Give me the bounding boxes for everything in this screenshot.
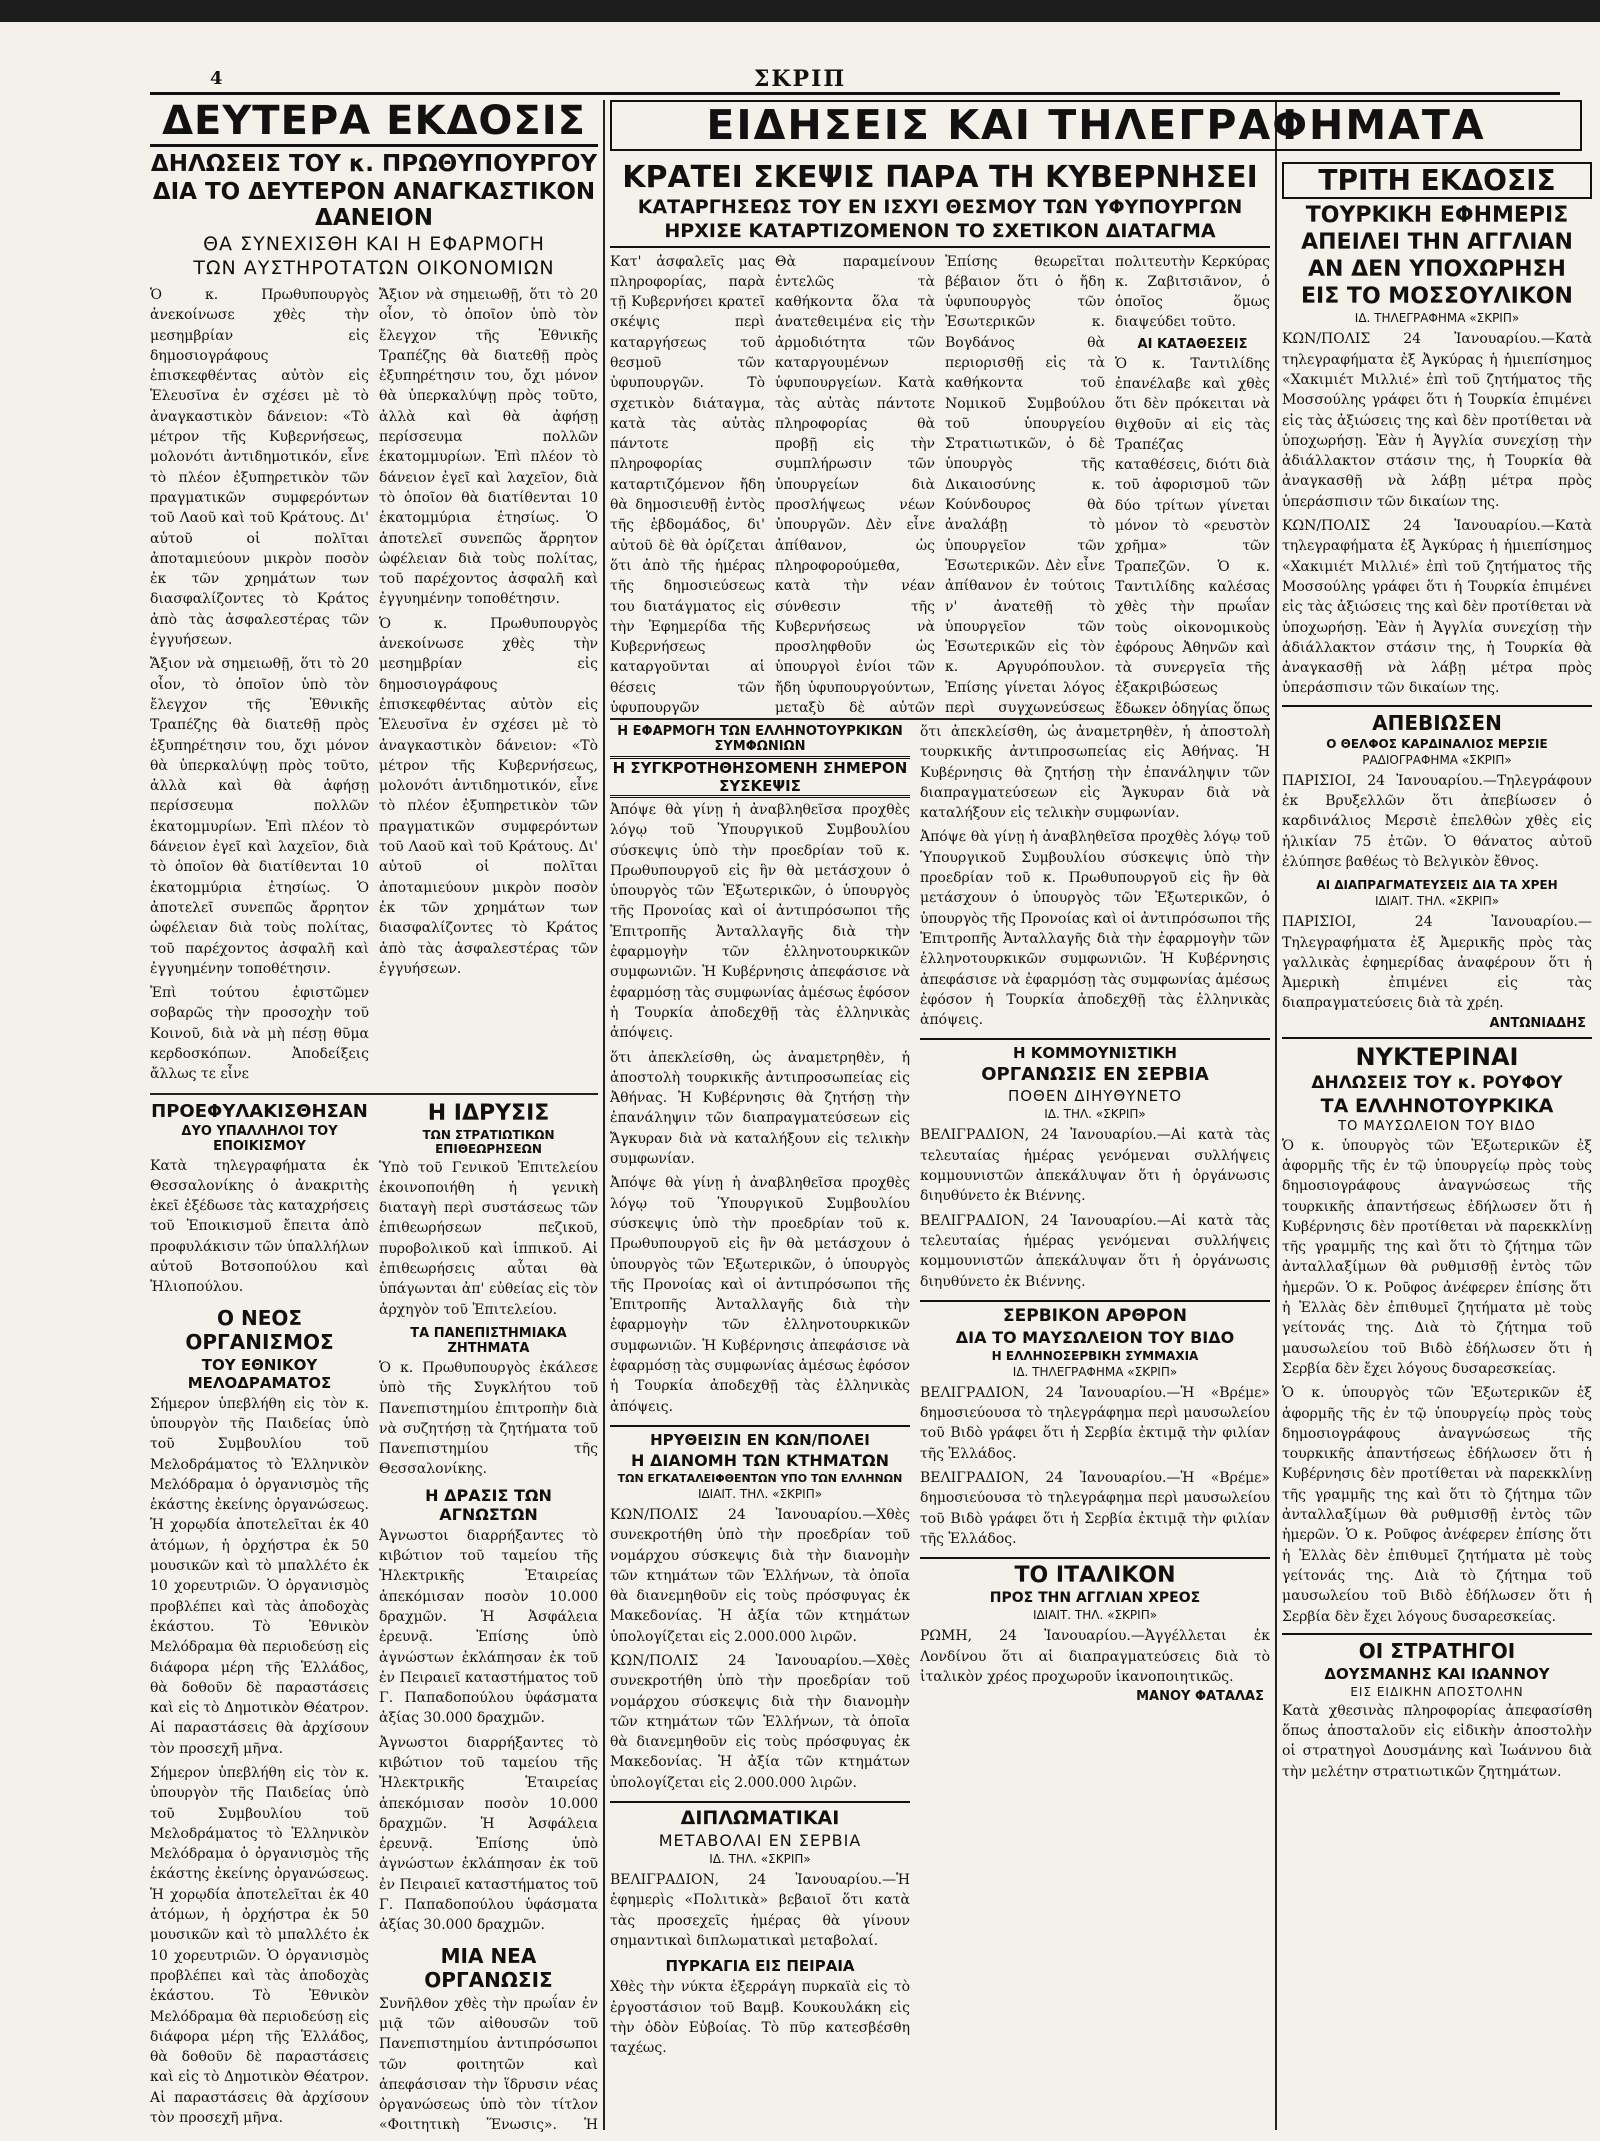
article-text: Σήμερον ὑπεβλήθη εἰς τὸν κ. ὑπουργὸν τῆς Παιδείας ὑπὸ τοῦ Συμβουλίου τοῦ Μελοδράματος τὸ Ἑλληνικὸν Μελόδραμα ὁ ὀργανισμὸς τῆς ἑκάστης ἐκείνης ὀργανώσεως. Ἡ χορῳδία ἀποτελεῖται ἐκ 40 ἀτόμων, ἡ ὀρχήστρα ἐκ 50 μουσικῶν καὶ τὸ μπαλλέτο ἐκ 10 χορευτριῶν. Ὁ ὀργανισμὸς προβλέπει καὶ τὰς ἀποδοχὰς ἑκάστου. Τὸ Ἐθνικὸν Μελόδραμα θὰ περιοδεύσῃ εἰς διάφορα μέρη τῆς Ἑλλάδος, θὰ δοθοῦν δὲ παραστάσεις καὶ εἰς τὸ Δημοτικὸν Θέατρον. Αἱ παραστάσεις θὰ ἀρχίσουν τὸν προσεχῆ μῆνα.	[150, 1765, 369, 2127]
article-text: Ὁ κ. Πρωθυπουργὸς ἀνεκοίνωσε χθὲς τὴν μεσημβρίαν εἰς δημοσιογράφους ἐπισκεφθέντας αὐτὸν εἰς Ἑλευσῖνα ἐν σχέσει μὲ τὸ ἀναγκαστικὸν δάνειον: «Τὸ μέτρον τῆς Κυβερνήσεως, μολονότι ἀντιδημοτικόν, εἶνε τὸ πλέον ἐξυπηρετικὸν τῶν πραγματικῶν συμφερόντων τοῦ Λαοῦ καὶ τοῦ Κράτους. Δι' αὐτοῦ οἱ πολῖται ἀποταμιεύουν μικρὸν ποσὸν ἐκ τῶν χρημάτων των διασφαλίζοντες τὸ Κράτος ἀπὸ τὰς ἀσφαλεστέρας τῶν ἐγγυήσεων.	[150, 287, 369, 649]
banner	[610, 100, 1600, 158]
article-heading: ΣΕΡΒΙΚΟΝ ΑΡΘΡΟΝ	[1003, 1305, 1187, 1326]
main-headline: ΚΡΑΤΕΙ ΣΚΕΨΙΣ ΠΑΡΑ ΤΗ ΚΥΒΕΡΝΗΣΕΙ	[622, 162, 1258, 195]
article-text: Ἀγνωστοι διαρρήξαντες τὸ κιβώτιον τοῦ ταμείου τῆς Ἠλεκτρικῆς Ἑταιρείας ἀπεκόμισαν ποσὸν 10.000 δραχμῶν. Ἡ Ἀσφάλεια ἐρευνᾷ. Ἐπίσης ὑπὸ ἀγνώστων ἐκλάπησαν ἐκ τοῦ ἐν Πειραιεῖ καταστήματος τοῦ Γ. Παπαδοπούλου ὑφάσματα ἀξίας 30.000 δραχμῶν.	[379, 1527, 598, 1727]
article-text: Ὁ κ. Ταντιλίδης ἐπανέλαβε καὶ χθὲς ὅτι δὲν πρόκειται νὰ θιχθοῦν αἱ εἰς τὰς Τραπέζας καταθέσεις, διότι διὰ τοῦ ἀφορισμοῦ τῶν δύο τρίτων γίνεται μόνον τὸ «ρευστὸν χρῆμα» τῶν Τραπεζῶν. Ὁ κ. Ταντιλίδης καλέσας χθὲς τὴν πρωΐαν τοὺς οἰκονομικοὺς ἐφόρους Ἀθηνῶν καὶ τὰ συνεργεῖα τῆς ἐξακριβώσεως ἔδωκεν ὁδηγίας ὅπως	[1115, 355, 1270, 717]
section-rule	[610, 718, 1270, 720]
article-subheading: ΔΗΛΩΣΕΙΣ ΤΟΥ κ. ΡΟΥΦΟΥ	[1311, 1072, 1563, 1093]
article-subheading: ΔΥΟ ΥΠΑΛΛΗΛΟΙ ΤΟΥ ΕΠΟΙΚΙΣΜΟΥ	[181, 1123, 338, 1154]
article-text: ΚΩΝ/ΠΟΛΙΣ 24 Ἰανουαρίου.—Χθὲς συνεκροτήθη ὑπὸ τὴν προεδρίαν τοῦ νομάρχου σύσκεψις διὰ τὴν διανομὴν τῶν κτημάτων τῶν Ἑλλήνων, τὰ ὁποῖα θὰ διανεμηθοῦν εἰς τοὺς πρόσφυγας ἐκ Μακεδονίας. Ἡ ἀξία τῶν κτημάτων ὑπολογίζεται εἰς 2.000.000 λιρῶν.	[610, 1652, 910, 1791]
headline-deck: ΑΠΕΙΛΕΙ ΤΗΝ ΑΓΓΛΙΑΝ	[1301, 230, 1573, 256]
article-text: Ἀπόψε θὰ γίνῃ ἡ ἀναβληθεῖσα προχθὲς λόγῳ τοῦ Ὑπουργικοῦ Συμβουλίου σύσκεψις ὑπὸ τὴν προεδρίαν τοῦ κ. Πρωθυπουργοῦ εἰς ἣν θὰ μετάσχουν ὁ ὑπουργὸς τῶν Ἐξωτερικῶν, ὁ ὑπουργὸς τῆς Προνοίας καὶ οἱ ἀντιπρόσωποι τῆς Ἐπιτροπῆς Ἀνταλλαγῆς διὰ τὴν ἐφαρμογὴν τῶν ἑλληνοτουρκικῶν συμφωνιῶν. Ἡ Κυβέρνησις ἀπεφάσισε νὰ ἐφαρμόσῃ τὰς συμφωνίας ἀμέσως ἐφόσον ἡ Τουρκία ἀποδεχθῇ τὰς ἑλληνικὰς ἀπόψεις.	[610, 802, 910, 1042]
headline-deck: ΘΑ ΣΥΝΕΧΙΣΘΗ ΚΑΙ Η ΕΦΑΡΜΟΓΗ	[203, 233, 545, 255]
headline-deck: ΔΙΑ ΤΟ ΔΕΥΤΕΡΟΝ ΑΝΑΓΚΑΣΤΙΚΟΝ ΔΑΝΕΙΟΝ	[152, 179, 596, 231]
masthead-rule	[150, 92, 1560, 95]
article-text: Κατ' ἀσφαλεῖς μας πληροφορίας, παρὰ τῇ Κυβερνήσει κρατεῖ σκέψις περὶ καταργήσεως τοῦ θεσμοῦ τῶν ὑφυπουργῶν. Τὸ σχετικὸν διάταγμα, κατὰ τὰς αὐτὰς πάντοτε πληροφορίας καταρτιζόμενον ἤδη θὰ δημοσιευθῇ ἐντὸς τῆς ἑβδομάδος, δι' αὐτοῦ δὲ θὰ ὁρίζεται ὅτι ἀπὸ τῆς ἡμέρας τῆς δημοσιεύσεως του διατάγματος εἰς τὴν Ἐφημερίδα τῆς Κυβερνήσεως καταργοῦνται αἱ θέσεις τῶν ὑφυπουργῶν	[610, 253, 765, 717]
article-text: Κατὰ τηλεγραφήματα ἐκ Θεσσαλονίκης ὁ ἀνακριτὴς ἐκεῖ ἐξέδωσε τὰς καταχρήσεις τοῦ Ἐποικισμοῦ ἔπειτα ἀπὸ προφυλάκισιν τῶν ὑπαλλήλων αὐτοῦ Βοτσοπούλου καὶ Ἠλιοπούλου.	[150, 1157, 369, 1296]
article-heading: ΠΡΟΕΦΥΛΑΚΙΣΘΗΣΑΝ	[151, 1100, 368, 1122]
article-text: Ὁ κ. ὑπουργὸς τῶν Ἐξωτερικῶν ἐξ ἀφορμῆς τῆς ἐν τῷ ὑπουργείῳ πρὸς τοὺς δημοσιογράφους ἀναγνώσεως τῆς τουρκικῆς ἀπαντήσεως ἐδήλωσεν ὅτι ἡ Κυβέρνησις δὲν προτίθεται νὰ παρεκκλίνῃ τῆς γραμμῆς της καὶ ὅτι τὸ ζήτημα τῶν ἀνταλλαξίμων θὰ ρυθμισθῇ ἐντὸς τῶν ἡμερῶν. Ὁ κ. Ροῦφος ἀνέφερεν ἐπίσης ὅτι ἡ Ἑλλὰς δὲν ἐπιθυμεῖ ζητήματα μὲ τοὺς γείτονάς της. Διὰ τὸ ζήτημα τοῦ μαυσωλείου τοῦ Βιδὸ ἐδήλωσεν ὅτι ἡ Σερβία δὲν ἔχει λόγους δυσαρεσκείας.	[1282, 1385, 1592, 1625]
mid-left-column	[610, 722, 910, 2132]
headline-deck: ΔΗΛΩΣΕΙΣ ΤΟΥ κ. ΠΡΩΘΥΠΟΥΡΓΟΥ	[150, 151, 598, 177]
dateline: ΙΔ. ΤΗΛΕΓΡΑΦΗΜΑ «ΣΚΡΙΠ»	[1012, 1364, 1178, 1379]
article-heading: Η ΕΦΑΡΜΟΓΗ ΤΩΝ ΕΛΛΗΝΟΤΟΥΡΚΙΚΩΝ ΣΥΜΦΩΝΙΩΝ	[617, 724, 903, 754]
article-heading: ΗΡΥΘΕΙΣΙΝ ΕΝ ΚΩΝ/ΠΟΛΕΙ	[650, 1430, 870, 1449]
article-text: ὅτι ἀπεκλείσθη, ὡς ἀναμετρηθὲν, ἡ ἀποστολὴ τουρκικῆς ἀντιπροσωπείας εἰς Ἀθήνας. Ἡ Κυβέρνησις θὰ ζητήσῃ τὴν ἐπανάληψιν τῶν διαπραγματεύσεων εἰς Ἄγκυραν διὰ νὰ καταλήξουν εἰς τελικὴν συμφωνίαν.	[920, 724, 1270, 822]
article-heading: ΟΙ ΣΤΡΑΤΗΓΟΙ	[1358, 1638, 1516, 1663]
dateline: ΙΔ. ΤΗΛ. «ΣΚΡΙΠ»	[709, 1852, 811, 1867]
headline-rule	[150, 144, 598, 147]
section-rule	[1282, 705, 1592, 707]
article-subheading: ΤΑ ΕΛΛΗΝΟΤΟΥΡΚΙΚΑ	[1320, 1094, 1554, 1117]
article-subheading: ΔΟΥΣΜΑΝΗΣ ΚΑΙ ΙΩΑΝΝΟΥ	[1324, 1664, 1550, 1683]
scan-top-edge	[0, 0, 1600, 22]
article-subheading: Η ΔΙΑΝΟΜΗ ΤΩΝ ΚΤΗΜΑΤΩΝ	[631, 1450, 889, 1470]
article-text: Ἀγνωστοι διαρρήξαντες τὸ κιβώτιον τοῦ ταμείου τῆς Ἠλεκτρικῆς Ἑταιρείας ἀπεκόμισαν ποσὸν 10.000 δραχμῶν. Ἡ Ἀσφάλεια ἐρευνᾷ. Ἐπίσης ὑπὸ ἀγνώστων ἐκλάπησαν ἐκ τοῦ ἐν Πειραιεῖ καταστήματος τοῦ Γ. Παπαδοπούλου ὑφάσματα ἀξίας 30.000 δραχμῶν.	[379, 1734, 598, 1934]
article-subheading: ΤΩΝ ΕΓΚΑΤΑΛΕΙΦΘΕΝΤΩΝ ΥΠΟ ΤΩΝ ΕΛΛΗΝΩΝ	[617, 1471, 903, 1485]
article-heading: Η ΔΡΑΣΙΣ ΤΩΝ ΑΓΝΩΣΤΩΝ	[425, 1485, 552, 1524]
article-text: ΚΩΝ/ΠΟΛΙΣ 24 Ἰανουαρίου.—Κατὰ τηλεγραφήματα ἐξ Ἀγκύρας ἡ ἡμιεπίσημος «Χακιμιέτ Μιλλιέ» ἐπὶ τοῦ ζητήματος τῆς Μοσσούλης γράφει ὅτι ἡ Τουρκία ἐπιμένει εἰς τὰς ἀξιώσεις της καὶ δὲν προτίθεται νὰ ὑποχωρήσῃ. Ἐὰν ἡ Ἀγγλία συνεχίσῃ τὴν ἀδιάλλακτον στάσιν της, ἡ Τουρκία θὰ ἀναγκασθῇ νὰ λάβῃ μέτρα πρὸς ὑπεράσπισιν τῶν δικαίων της.	[1282, 331, 1592, 510]
article-text: Ὁ κ. ὑπουργὸς τῶν Ἐξωτερικῶν ἐξ ἀφορμῆς τῆς ἐν τῷ ὑπουργείῳ πρὸς τοὺς δημοσιογράφους ἀναγνώσεως τῆς τουρκικῆς ἀπαντήσεως ἐδήλωσεν ὅτι ἡ Κυβέρνησις δὲν προτίθεται νὰ παρεκκλίνῃ τῆς γραμμῆς της καὶ ὅτι τὸ ζήτημα τῶν ἀνταλλαξίμων θὰ ρυθμισθῇ ἐντὸς τῶν ἡμερῶν. Ὁ κ. Ροῦφος ἀνέφερεν ἐπίσης ὅτι ἡ Ἑλλὰς δὲν ἐπιθυμεῖ ζητήματα μὲ τοὺς γείτονάς της. Διὰ τὸ ζήτημα τοῦ μαυσωλείου τοῦ Βιδὸ ἐδήλωσεν ὅτι ἡ Σερβία δὲν ἔχει λόγους δυσαρεσκείας.	[1282, 1137, 1592, 1377]
article-text: Ἐπὶ τούτου ἐφιστῶμεν σοβαρῶς τὴν προσοχὴν τοῦ Κοινοῦ, διὰ νὰ μὴ πέσῃ θῦμα κερδοσκόπων. Ἀποδείξεις ἄλλως τε εἶνε	[150, 985, 369, 1083]
article-subheading: ΠΟΘΕΝ ΔΙΗΥΘΥΝΕΤΟ	[1007, 1087, 1183, 1106]
headline-deck: ΤΟΥΡΚΙΚΗ ΕΦΗΜΕΡΙΣ	[1305, 203, 1569, 229]
article-text: Ὁ κ. Πρωθυπουργὸς ἐκάλεσε ὑπὸ τῆς Συγκλήτου τοῦ Πανεπιστημίου ἐπιτροπὴν διὰ νὰ συζητήσῃ τὰ ζητήματα τοῦ Πανεπιστημίου τῆς Θεσσαλονίκης.	[379, 1359, 598, 1478]
section-rule	[610, 1425, 910, 1427]
section-rule	[920, 1557, 1270, 1559]
article-text: ΒΕΛΙΓΡΑΔΙΟΝ, 24 Ἰανουαρίου.—Αἱ κατὰ τὰς τελευταίας ἡμέρας γενόμεναι συλλήψεις κομμουνιστῶν ἀπεκάλυψαν ὅτι ἡ ὀργάνωσις διηυθύνετο ἐκ Βιέννης.	[920, 1127, 1270, 1205]
section-rule	[610, 1801, 910, 1803]
article-heading: ΜΙΑ ΝΕΑ ΟΡΓΑΝΩΣΙΣ	[424, 1943, 553, 1992]
article-text: Θὰ παραμείνουν ἐντελῶς τὰ καθήκοντα ὅλα τὰ ἀνατεθειμένα εἰς τὴν ἀρμοδιότητα τῶν καταργουμένων ὑφυπουργείων. Κατὰ τὰς αὐτὰς πάντοτε πληροφορίας θὰ προβῇ εἰς τὴν συμπλήρωσιν τῶν ὑπουργείων διὰ προσλήψεως νέων ὑπουργῶν. Δὲν εἶνε ἀπίθανον, ὡς πληροφορούμεθα, κατὰ τὴν νέαν σύνθεσιν τῆς Κυβερνήσεως νὰ προσληφθοῦν ὡς ὑπουργοὶ ἐνίοι τῶν ἤδη ὑφυπουργούντων, μεταξὺ δὲ αὐτῶν	[775, 253, 935, 717]
article-text: Συνῆλθον χθὲς τὴν πρωΐαν ἐν μιᾷ τῶν αἰθουσῶν τοῦ Πανεπιστημίου ἀντιπρόσωποι τῶν φοιτητῶν καὶ ἀπεφάσισαν τὴν ἵδρυσιν νέας ὀργανώσεως ὑπὸ τὸν τίτλον «Φοιτητικὴ Ἕνωσις». Ἡ	[379, 1995, 598, 2134]
article-heading: Η ΚΟΜΜΟΥΝΙΣΤΙΚΗ	[1013, 1044, 1177, 1063]
dateline: ΙΔΙΑΙΤ. ΤΗΛ. «ΣΚΡΙΠ»	[1374, 894, 1500, 909]
article-heading: ΤΟ ΙΤΑΛΙΚΟΝ	[1014, 1563, 1176, 1589]
mid-center-column	[920, 722, 1270, 2132]
article-text: Ὑπὸ τοῦ Γενικοῦ Ἐπιτελείου ἐκοινοποιήθη ἡ γενικὴ διαταγὴ περὶ συστάσεως τῶν ἐπιθεωρήσεων πεζικοῦ, πυροβολικοῦ καὶ ἱππικοῦ. Αἱ ἐπιθεωρήσεις αὗται θὰ ὑπάγωνται ἀπ' εὐθείας εἰς τὸν ἀρχηγὸν τοῦ Ἐπιτελείου.	[379, 1159, 598, 1318]
article-subheading: ΠΡΟΣ ΤΗΝ ΑΓΓΛΙΑΝ ΧΡΕΟΣ	[989, 1590, 1201, 1607]
headline-deck: ΤΩΝ ΑΥΣΤΗΡΟΤΑΤΩΝ ΟΙΚΟΝΟΜΙΩΝ	[193, 257, 555, 279]
article-text: Ἀπόψε θὰ γίνῃ ἡ ἀναβληθεῖσα προχθὲς λόγῳ τοῦ Ὑπουργικοῦ Συμβουλίου σύσκεψις ὑπὸ τὴν προεδρίαν τοῦ κ. Πρωθυπουργοῦ εἰς ἣν θὰ μετάσχουν ὁ ὑπουργὸς τῶν Ἐξωτερικῶν, ὁ ὑπουργὸς τῆς Προνοίας καὶ οἱ ἀντιπρόσωποι τῆς Ἐπιτροπῆς Ἀνταλλαγῆς διὰ τὴν ἐφαρμογὴν τῶν ἑλληνοτουρκικῶν συμφωνιῶν. Ἡ Κυβέρνησις ἀπεφάσισε νὰ ἐφαρμόσῃ τὰς συμφωνίας ἀμέσως ἐφόσον ἡ Τουρκία ἀποδεχθῇ τὰς ἑλληνικὰς ἀπόψεις.	[610, 1175, 910, 1415]
article-text: Χθὲς τὴν νύκτα ἐξερράγη πυρκαϊὰ εἰς τὸ ἐργοστάσιον τοῦ Βαμβ. Κουκουλάκη εἰς τὴν ὁδὸν Εὐβοίας. Τὸ πῦρ κατεσβέσθη ταχέως.	[610, 1979, 910, 2057]
main-subheadline: ΗΡΧΙΣΕ ΚΑΤΑΡΤΙΖΟΜΕΝΟΝ ΤΟ ΣΧΕΤΙΚΟΝ ΔΙΑΤΑΓΜΑ	[610, 220, 1270, 248]
masthead	[0, 62, 1600, 96]
article-text: ὅτι ἀπεκλείσθη, ὡς ἀναμετρηθὲν, ἡ ἀποστολὴ τουρκικῆς ἀντιπροσωπείας εἰς Ἀθήνας. Ἡ Κυβέρνησις θὰ ζητήσῃ τὴν ἐπανάληψιν τῶν διαπραγματεύσεων εἰς Ἄγκυραν διὰ νὰ καταλήξουν εἰς τελικὴν συμφωνίαν.	[610, 1049, 910, 1168]
article-text: ΚΩΝ/ΠΟΛΙΣ 24 Ἰανουαρίου.—Κατὰ τηλεγραφήματα ἐξ Ἀγκύρας ἡ ἡμιεπίσημος «Χακιμιέτ Μιλλιέ» ἐπὶ τοῦ ζητήματος τῆς Μοσσούλης γράφει ὅτι ἡ Τουρκία ἐπιμένει εἰς τὰς ἀξιώσεις της καὶ δὲν προτίθεται νὰ ὑποχωρήσῃ. Ἐὰν ἡ Ἀγγλία συνεχίσῃ τὴν ἀδιάλλακτον στάσιν της, ἡ Τουρκία θὰ ἀναγκασθῇ νὰ λάβῃ μέτρα πρὸς ὑπεράσπισιν τῶν δικαίων της.	[1282, 518, 1592, 697]
article-text: ΚΩΝ/ΠΟΛΙΣ 24 Ἰανουαρίου.—Χθὲς συνεκροτήθη ὑπὸ τὴν προεδρίαν τοῦ νομάρχου σύσκεψις διὰ τὴν διανομὴν τῶν κτημάτων τῶν Ἑλλήνων, τὰ ὁποῖα θὰ διανεμηθοῦν εἰς τοὺς πρόσφυγας ἐκ Μακεδονίας. Ἡ ἀξία τῶν κτημάτων ὑπολογίζεται εἰς 2.000.000 λιρῶν.	[610, 1506, 910, 1645]
main-subheadline: ΚΑΤΑΡΓΗΣΕΩΣ ΤΟΥ ΕΝ ΙΣΧΥΙ ΘΕΣΜΟΥ ΤΩΝ ΥΦΥΠΟΥΡΓΩΝ	[637, 195, 1243, 218]
article-subheading: Η ΣΥΓΚΡΟΤΗΘΗΣΟΜΕΝΗ ΣΗΜΕΡΟΝ ΣΥΣΚΕΨΙΣ	[610, 756, 910, 798]
column-left	[150, 100, 598, 2135]
headline-second-edition: ΔΕΥΤΕΡΑ ΕΚΔΟΣΙΣ	[162, 100, 586, 144]
column-rule	[603, 100, 605, 2130]
article-text: Ἄξιον νὰ σημειωθῇ, ὅτι τὸ 20 οἶον, τὸ ὁποῖον ὑπὸ τὸν ἔλεγχον τῆς Ἐθνικῆς Τραπέζης θὰ διατεθῇ πρὸς ἐξυπηρέτησιν του, ὄχι μόνον θὰ ὑπερκαλύψῃ πρὸς τοῦτο, ἀλλὰ καὶ θὰ ἀφήσῃ περίσσευμα πολλῶν ἑκατομμυρίων. Ἐπὶ πλέον τὸ δάνειον ἐγεῖ καὶ λαχεῖον, διὰ τὸ ὁποῖον θὰ διατίθενται 10 ἑκατομμύρια ἐτησίως. Ὁ ἀποτελεῖ συνεπῶς ἄρρητον ὠφέλειαν διὰ τοὺς πολίτας, τοῦ παρέχοντος ἀσφαλῆ καὶ ἐγγυημένην τοποθέτησιν.	[379, 287, 598, 608]
article-subheading: ΤΩΝ ΣΤΡΑΤΙΩΤΙΚΩΝ ΕΠΙΘΕΩΡΗΣΕΩΝ	[422, 1127, 555, 1156]
dateline: ΡΑΔΙΟΓΡΑΦΗΜΑ «ΣΚΡΙΠ»	[1362, 752, 1512, 767]
article-subheading: ΕΙΣ ΕΙΔΙΚΗΝ ΑΠΟΣΤΟΛΗΝ	[1350, 1684, 1524, 1699]
section-rule	[1282, 1633, 1592, 1635]
page-number: 4	[210, 68, 223, 89]
article-heading: ΠΥΡΚΑΓΙΑ ΕΙΣ ΠΕΙΡΑΙΑ	[665, 1957, 855, 1976]
article-subheading: ΟΡΓΑΝΩΣΙΣ ΕΝ ΣΕΡΒΙΑ	[981, 1064, 1209, 1086]
column-right	[1282, 162, 1592, 2134]
headline-deck: ΑΝ ΔΕΝ ΥΠΟΧΩΡΗΣΗ	[1308, 257, 1566, 283]
article-heading: ΑΙ ΔΙΑΠΡΑΓΜΑΤΕΥΣΕΙΣ ΔΙΑ ΤΑ ΧΡΕΗ	[1316, 878, 1558, 893]
main-story	[610, 162, 1270, 717]
article-text: ΒΕΛΙΓΡΑΔΙΟΝ, 24 Ἰανουαρίου.—Αἱ κατὰ τὰς τελευταίας ἡμέρας γενόμεναι συλλήψεις κομμουνιστῶν ἀπεκάλυψαν ὅτι ἡ ὀργάνωσις διηυθύνετο ἐκ Βιέννης.	[920, 1212, 1270, 1290]
headline-deck: ΕΙΣ ΤΟ ΜΟΣΣΟΥΛΙΚΟΝ	[1301, 284, 1573, 310]
article-heading: ΔΙΠΛΩΜΑΤΙΚΑΙ	[680, 1807, 840, 1830]
newspaper-name: ΣΚΡΙΠ	[753, 66, 847, 92]
dateline: ΙΔΙΑΙΤ. ΤΗΛ. «ΣΚΡΙΠ»	[697, 1486, 823, 1501]
signature: ΑΝΤΩΝΙΑΔΗΣ	[1489, 1015, 1586, 1031]
signature: ΜΑΝΟΥ ΦΑΤΑΛΑΣ	[1136, 1689, 1264, 1705]
section-rule	[920, 1038, 1270, 1040]
article-heading: ΑΙ ΚΑΤΑΘΕΣΕΙΣ	[1137, 336, 1248, 352]
article-subheading: ΔΙΑ ΤΟ ΜΑΥΣΩΛΕΙΟΝ ΤΟΥ ΒΙΔΟ	[955, 1327, 1235, 1347]
article-text: Ὁ κ. Πρωθυπουργὸς ἀνεκοίνωσε χθὲς τὴν μεσημβρίαν εἰς δημοσιογράφους ἐπισκεφθέντας αὐτὸν εἰς Ἑλευσῖνα ἐν σχέσει μὲ τὸ ἀναγκαστικὸν δάνειον: «Τὸ μέτρον τῆς Κυβερνήσεως, μολονότι ἀντιδημοτικόν, εἶνε τὸ πλέον ἐξυπηρετικὸν τῶν πραγματικῶν συμφερόντων τοῦ Λαοῦ καὶ τοῦ Κράτους. Δι' αὐτοῦ οἱ πολῖται ἀποταμιεύουν μικρὸν ποσὸν ἐκ τῶν χρημάτων των διασφαλίζοντες τὸ Κράτος ἀπὸ τὰς ἀσφαλεστέρας τῶν ἐγγυήσεων.	[379, 615, 598, 977]
article-heading: ΤΑ ΠΑΝΕΠΙΣΤΗΜΙΑΚΑ ΖΗΤΗΜΑΤΑ	[410, 1325, 567, 1356]
banner-title: ΕΙΔΗΣΕΙΣ ΚΑΙ ΤΗΛΕΓΡΑΦΗΜΑΤΑ	[706, 101, 1486, 149]
article-heading: ΑΠΕΒΙΩΣΕΝ	[1372, 710, 1502, 735]
section-rule	[1282, 1037, 1592, 1039]
dateline: ΙΔ. ΤΗΛ. «ΣΚΡΙΠ»	[1044, 1107, 1146, 1122]
article-subheading: ΜΕΤΑΒΟΛΑΙ ΕΝ ΣΕΡΒΙΑ	[658, 1831, 862, 1851]
dateline: ΙΔ. ΤΗΛΕΓΡΑΦΗΜΑ «ΣΚΡΙΠ»	[1354, 311, 1520, 326]
column-rule	[1275, 100, 1277, 2130]
article-heading: ΝΥΚΤΕΡΙΝΑΙ	[1355, 1042, 1519, 1071]
article-text: Ἐπίσης θεωρεῖται βέβαιον ὅτι ὁ ἤδη ὑφυπουργὸς τῶν Ἐσωτερικῶν κ. Βογδάνος θὰ περιορισθῇ εἰς τὰ καθήκοντα τοῦ Νομικοῦ Συμβούλου τοῦ ὑπουργείου Στρατιωτικῶν, ὁ δὲ ὑπουργὸς τῆς Δικαιοσύνης κ. Κούνδουρος θὰ ἀναλάβῃ τὸ ὑπουργεῖον τῶν Ἐσωτερικῶν. Δὲν εἶνε ἀπίθανον ἐν τούτοις ν' ἀνατεθῇ τὸ ὑπουργεῖον τῶν Ἐσωτερικῶν εἰς τὸν κ. Αργυρόπουλον. Ἐπίσης γίνεται λόγος περὶ συγχωνεύσεως	[945, 253, 1105, 717]
article-text: πολιτευτὴν Κερκύρας κ. Ζαβιτσιᾶνον, ὁ ὁποῖος ὅμως διαψεύδει τοῦτο.	[1115, 253, 1270, 331]
section-rule	[150, 1093, 598, 1095]
article-text: ΒΕΛΙΓΡΑΔΙΟΝ, 24 Ἰανουαρίου.—Ἡ ἐφημερὶς «Πολιτικὰ» βεβαιοῖ ὅτι κατὰ τὰς προσεχεῖς ἡμέρας θὰ γίνουν σημαντικαὶ διπλωματικαὶ μεταβολαί.	[610, 1872, 910, 1949]
article-text: ΠΑΡΙΣΙΟΙ, 24 Ἰανουαρίου.—Τηλεγράφουν ἐκ Βρυξελλῶν ὅτι ἀπεβίωσεν ὁ καρδινάλιος Μερσιὲ ἐπελθὼν χθὲς εἰς ἡλικίαν 75 ἐτῶν. Ὁ θάνατος αὐτοῦ ἐλύπησε βαθέως τὸ Βελγικὸν ἔθνος.	[1282, 772, 1592, 870]
article-text: ΒΕΛΙΓΡΑΔΙΟΝ, 24 Ἰανουαρίου.—Ἡ «Βρέμε» δημοσιεύουσα τὸ τηλεγράφημα περὶ μαυσωλείου τοῦ Βιδὸ γράφει ὅτι ἡ Σερβία ἐκτιμᾷ τὴν φιλίαν τῆς Ἑλλάδος.	[920, 1470, 1270, 1547]
article-text: Ἀπόψε θὰ γίνῃ ἡ ἀναβληθεῖσα προχθὲς λόγῳ τοῦ Ὑπουργικοῦ Συμβουλίου σύσκεψις ὑπὸ τὴν προεδρίαν τοῦ κ. Πρωθυπουργοῦ εἰς ἣν θὰ μετάσχουν ὁ ὑπουργὸς τῶν Ἐξωτερικῶν, ὁ ὑπουργὸς τῆς Προνοίας καὶ οἱ ἀντιπρόσωποι τῆς Ἐπιτροπῆς Ἀνταλλαγῆς διὰ τὴν ἐφαρμογὴν τῶν ἑλληνοτουρκικῶν συμφωνιῶν. Ἡ Κυβέρνησις ἀπεφάσισε νὰ ἐφαρμόσῃ τὰς συμφωνίας ἀμέσως ἐφόσον ἡ Τουρκία ἀποδεχθῇ τὰς ἑλληνικὰς ἀπόψεις.	[920, 829, 1270, 1029]
article-text: ΒΕΛΙΓΡΑΔΙΟΝ, 24 Ἰανουαρίου.—Ἡ «Βρέμε» δημοσιεύουσα τὸ τηλεγράφημα περὶ μαυσωλείου τοῦ Βιδὸ γράφει ὅτι ἡ Σερβία ἐκτιμᾷ τὴν φιλίαν τῆς Ἑλλάδος.	[920, 1384, 1270, 1462]
headline-third-edition: ΤΡΙΤΗ ΕΚΔΟΣΙΣ	[1318, 164, 1556, 197]
article-text: Ἄξιον νὰ σημειωθῇ, ὅτι τὸ 20 οἶον, τὸ ὁποῖον ὑπὸ τὸν ἔλεγχον τῆς Ἐθνικῆς Τραπέζης θὰ διατεθῇ πρὸς ἐξυπηρέτησιν του, ὄχι μόνον θὰ ὑπερκαλύψῃ πρὸς τοῦτο, ἀλλὰ καὶ θὰ ἀφήσῃ περίσσευμα πολλῶν ἑκατομμυρίων. Ἐπὶ πλέον τὸ δάνειον ἐγεῖ καὶ λαχεῖον, διὰ τὸ ὁποῖον θὰ διατίθενται 10 ἑκατομμύρια ἐτησίως. Ὁ ἀποτελεῖ συνεπῶς ἄρρητον ὠφέλειαν διὰ τοὺς πολίτας, τοῦ παρέχοντος ἀσφαλῆ καὶ ἐγγυημένην τοποθέτησιν.	[150, 656, 369, 977]
article-heading: Ο ΝΕΟΣ ΟΡΓΑΝΙΣΜΟΣ	[185, 1305, 334, 1354]
article-subheading: Η ΕΛΛΗΝΟΣΕΡΒΙΚΗ ΣΥΜΜΑΧΙΑ	[991, 1348, 1199, 1363]
section-rule	[920, 1300, 1270, 1302]
article-text: ΠΑΡΙΣΙΟΙ, 24 Ἰανουαρίου.—Τηλεγραφήματα ἐξ Ἀμερικῆς πρὸς τὰς γαλλικὰς ἐφημερίδας ἀναφέρουν ὅτι ἡ Ἀμερικὴ ἐπιμένει εἰς τὰς διαπραγματεύσεις διὰ τὰ χρέη.	[1282, 914, 1592, 1012]
article-heading: Η ΙΔΡΥΣΙΣ	[427, 1100, 550, 1126]
article-subheading: Ο ΘΕΛΦΟΣ ΚΑΡΔΙΝΑΛΙΟΣ ΜΕΡΣΙΕ	[1326, 736, 1548, 751]
article-subheading: ΤΟΥ ΕΘΝΙΚΟΥ ΜΕΛΟΔΡΑΜΑΤΟΣ	[187, 1355, 332, 1392]
article-subheading: ΤΟ ΜΑΥΣΩΛΕΙΟΝ ΤΟΥ ΒΙΔΟ	[1338, 1118, 1536, 1134]
dateline: ΙΔΙΑΙΤ. ΤΗΛ. «ΣΚΡΙΠ»	[1032, 1608, 1158, 1623]
article-text: Σήμερον ὑπεβλήθη εἰς τὸν κ. ὑπουργὸν τῆς Παιδείας ὑπὸ τοῦ Συμβουλίου τοῦ Μελοδράματος τὸ Ἑλληνικὸν Μελόδραμα ὁ ὀργανισμὸς τῆς ἑκάστης ἐκείνης ὀργανώσεως. Ἡ χορῳδία ἀποτελεῖται ἐκ 40 ἀτόμων, ἡ ὀρχήστρα ἐκ 50 μουσικῶν καὶ τὸ μπαλλέτο ἐκ 10 χορευτριῶν. Ὁ ὀργανισμὸς προβλέπει καὶ τὰς ἀποδοχὰς ἑκάστου. Τὸ Ἐθνικὸν Μελόδραμα θὰ περιοδεύσῃ εἰς διάφορα μέρη τῆς Ἑλλάδος, θὰ δοθοῦν δὲ παραστάσεις καὶ εἰς τὸ Δημοτικὸν Θέατρον. Αἱ παραστάσεις θὰ ἀρχίσουν τὸν προσεχῆ μῆνα.	[150, 1395, 369, 1757]
article-text: ΡΩΜΗ, 24 Ἰανουαρίου.—Ἀγγέλλεται ἐκ Λονδίνου ὅτι αἱ διαπραγματεύσεις διὰ τὸ ἰταλικὸν χρέος προχωροῦν ἱκανοποιητικῶς.	[920, 1628, 1270, 1685]
article-text: Κατὰ χθεσινὰς πληροφορίας ἀπεφασίσθη ὅπως ἀποσταλοῦν εἰς εἰδικὴν ἀποστολὴν οἱ στρατηγοὶ Δουσμάνης καὶ Ἰωάννου διὰ τὴν μελέτην στρατιωτικῶν ζητημάτων.	[1282, 1702, 1592, 1780]
